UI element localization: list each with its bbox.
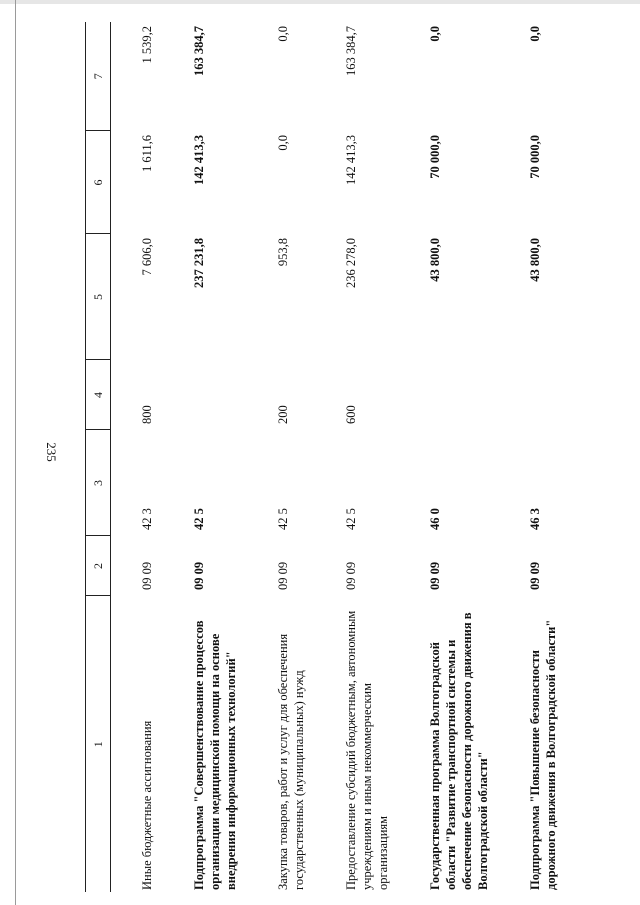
row-value-6: 142 413,3	[344, 135, 358, 185]
row-section: 09 09	[140, 561, 154, 590]
row-value-6: 0,0	[276, 135, 290, 151]
row-section: 09 09	[192, 561, 206, 590]
header-col-6: 6	[86, 131, 111, 234]
row-name: Государственная программа Волгоградской области "Развитие транспортной системы и обеспечение безопасности дорожного движения в Волгоградской области"	[428, 612, 490, 890]
budget-table-rotated	[85, 22, 605, 892]
header-col-4: 4	[86, 360, 111, 430]
row-name: Подпрограмма "Совершенствование процессов организации медицинской помощи на основе внедрения информационных технологий"	[192, 620, 238, 890]
table-row	[173, 22, 257, 892]
row-value-7: 0,0	[528, 26, 542, 42]
row-value-6: 142 413,3	[192, 135, 206, 185]
header-col-1: 1	[86, 596, 111, 892]
row-value-6: 70 000,0	[528, 135, 542, 179]
table-row	[409, 22, 509, 892]
row-section: 09 09	[276, 561, 290, 590]
row-target: 42 3	[140, 508, 154, 530]
table-row	[257, 22, 325, 892]
header-col-2: 2	[86, 536, 111, 596]
row-type: 600	[344, 405, 358, 424]
row-section: 09 09	[528, 561, 542, 590]
row-target: 42 5	[344, 508, 358, 530]
row-value-5: 236 278,0	[344, 238, 358, 288]
row-name: Подпрограмма "Повышение безопасности дорожного движения в Волгоградской области"	[528, 619, 558, 890]
row-value-6: 70 000,0	[428, 135, 442, 179]
header-col-7: 7	[86, 22, 111, 131]
header-row	[86, 22, 111, 892]
row-name: Закупка товаров, работ и услуг для обеспечения государственных (муниципальных) нужд	[276, 633, 306, 890]
row-value-7: 163 384,7	[344, 26, 358, 76]
row-value-5: 953,8	[276, 238, 290, 267]
header-col-3: 3	[86, 430, 111, 536]
row-target: 46 0	[428, 508, 442, 530]
row-value-7: 1 539,2	[140, 26, 154, 64]
row-section: 09 09	[344, 561, 358, 590]
row-value-7: 163 384,7	[192, 26, 206, 76]
page-number-text: 235	[44, 442, 59, 462]
row-value-5: 237 231,8	[192, 238, 206, 288]
table-row	[325, 22, 409, 892]
row-target: 42 5	[276, 508, 290, 530]
row-value-5: 43 800,0	[528, 238, 542, 282]
scan-top-strip	[0, 0, 640, 4]
row-section: 09 09	[428, 561, 442, 590]
row-name: Иные бюджетные ассигнования	[140, 720, 154, 890]
scan-edge-line	[15, 0, 16, 905]
budget-table	[85, 22, 577, 892]
row-type	[173, 360, 257, 430]
row-name: Предоставление субсидий бюджетным, автономным учреждениям и иным некоммерческим организациям	[344, 610, 390, 890]
row-target: 46 3	[528, 508, 542, 530]
row-type: 800	[140, 405, 154, 424]
row-value-5: 7 606,0	[140, 238, 154, 276]
row-type	[409, 360, 509, 430]
row-type	[509, 360, 577, 430]
row-value-7: 0,0	[276, 26, 290, 42]
row-target: 42 5	[192, 508, 206, 530]
row-value-6: 1 611,6	[140, 135, 154, 173]
row-type: 200	[276, 405, 290, 424]
table-row	[111, 22, 174, 892]
row-value-7: 0,0	[428, 26, 442, 42]
row-value-5: 43 800,0	[428, 238, 442, 282]
header-col-5: 5	[86, 234, 111, 360]
table-row	[509, 22, 577, 892]
